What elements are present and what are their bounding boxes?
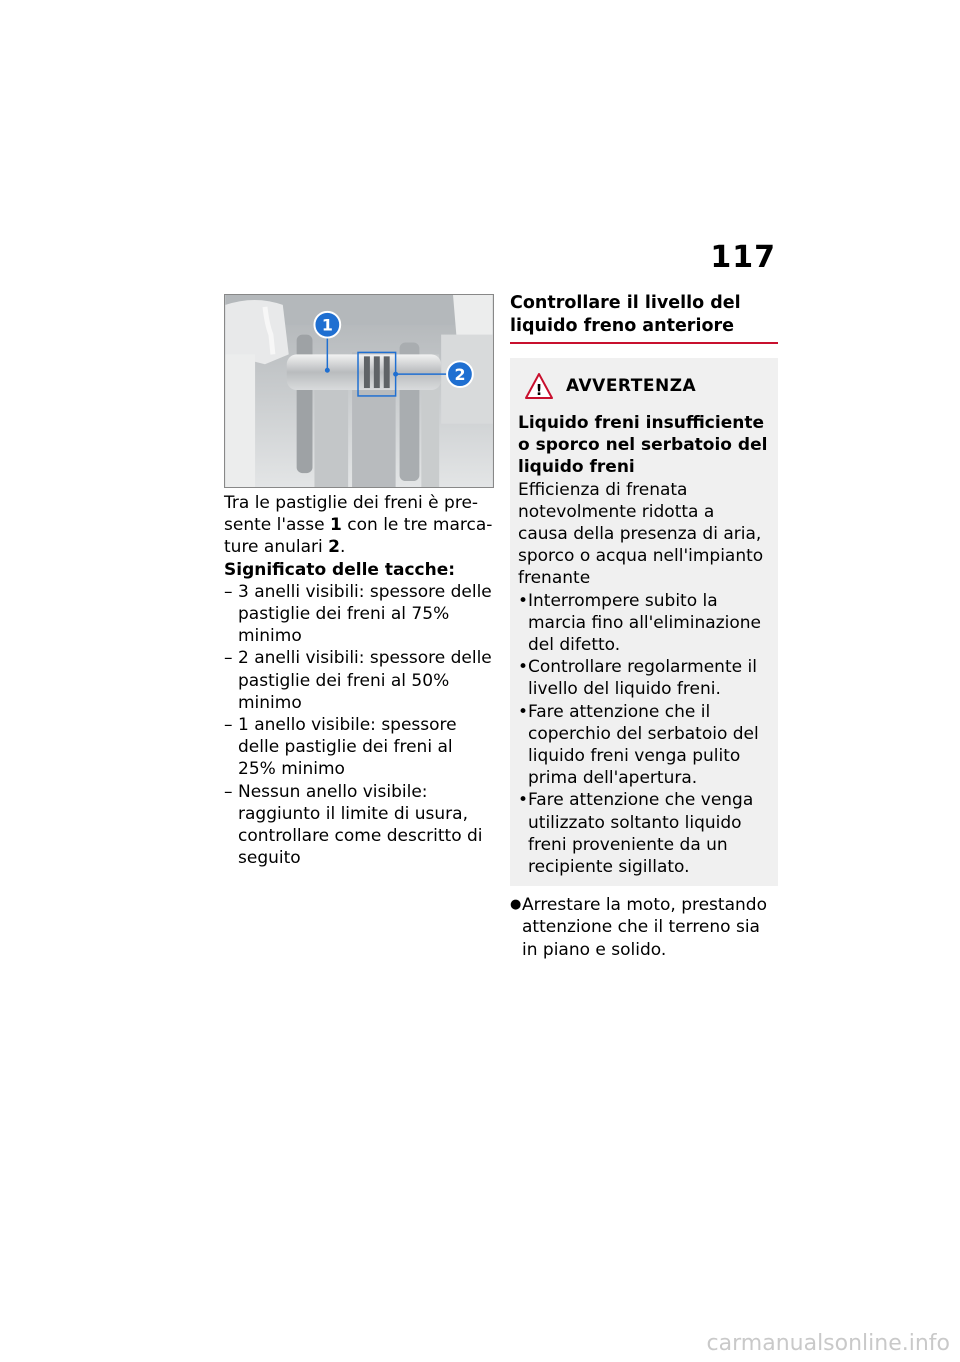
warning-title: Liquido freni insufficiente o sporco nel serbatoio del liquido freni xyxy=(518,413,768,478)
svg-text:!: ! xyxy=(535,381,543,399)
callout-1: 1 xyxy=(321,315,333,335)
list-item: – 1 anello visibile: spessore delle pastiglie dei freni al 25% minimo xyxy=(224,715,457,780)
list-item: • Fare attenzione che il coperchio del serbatoio del liquido freni venga pulito prima dell'apertura. xyxy=(518,701,759,789)
right-column xyxy=(510,292,778,961)
list-item: ● Arrestare la moto, prestando attenzione che il terreno sia in piano e solido. xyxy=(510,895,767,960)
list-item: • Interrompere subito la marcia fino all'eliminazione del difetto. xyxy=(518,590,761,656)
action-steps xyxy=(510,894,778,961)
list-item: – Nessun anello visibile: raggiunto il limite di usura, controllare come descritto di seguito xyxy=(224,781,483,869)
page-number: 117 xyxy=(710,240,776,275)
ref-rings: 2 xyxy=(328,537,340,558)
warning-header xyxy=(518,372,768,400)
warning-box xyxy=(510,358,778,886)
marks-subheading: Significato delle tacche: xyxy=(224,559,456,580)
list-item: • Fare attenzione che venga utilizzato soltanto liquido freni proveniente da un recipiente sigillato. xyxy=(518,790,754,878)
warning-label: AVVERTENZA xyxy=(566,376,697,396)
watermark: carmanualsonline.info xyxy=(706,1331,950,1356)
warning-text: Efficienza di frenata notevolmente ridotta a causa della presenza di aria, sporco o acqua nell'impianto frenante xyxy=(518,479,764,589)
ref-axle: 1 xyxy=(330,515,342,536)
warning-triangle-icon xyxy=(524,372,554,400)
brake-pad-photo xyxy=(224,294,494,488)
ring-meaning-list xyxy=(224,581,494,870)
list-item: – 3 anelli visibili: spessore delle pastiglie dei freni al 75% minimo xyxy=(224,581,492,647)
warning-bullets xyxy=(518,590,768,879)
left-column xyxy=(224,294,494,869)
list-item: – 2 anelli visibili: spessore delle pastiglie dei freni al 50% minimo xyxy=(224,648,492,713)
list-item: • Controllare regolarmente il livello del liquido freni. xyxy=(518,657,757,700)
figure-caption: Tra le pastiglie dei freni è pre-sente l'asse 1 con le tre marca-ture anulari 2. xyxy=(224,493,493,558)
callout-2: 2 xyxy=(454,365,466,385)
section-title: Controllare il livello del liquido freno anteriore xyxy=(510,292,778,344)
